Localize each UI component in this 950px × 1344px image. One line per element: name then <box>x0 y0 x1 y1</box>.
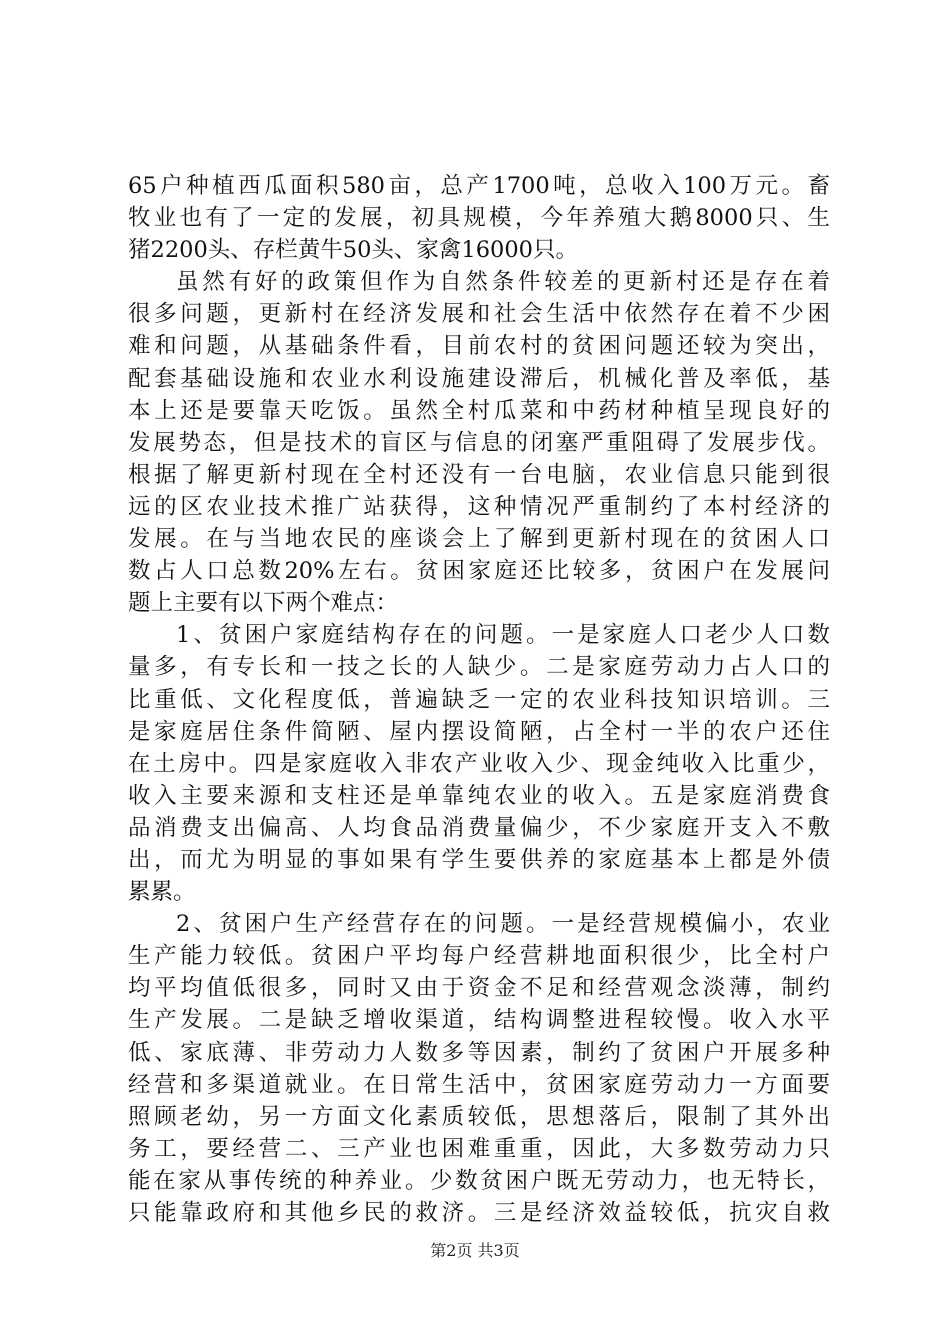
text-line: 难和问题，从基础条件看，目前农村的贫困问题还较为突出， <box>128 333 830 360</box>
text-line: 量多，有专长和一技之长的人缺少。二是家庭劳动力占人口的 <box>128 654 830 681</box>
text-line: 虽然有好的政策但作为自然条件较差的更新村还是存在着 <box>176 269 830 296</box>
text-line: 比重低、文化程度低，普遍缺乏一定的农业科技知识培训。三 <box>128 686 830 713</box>
text-line: 65户种植西瓜面积580亩，总产1700吨，总收入100万元。畜 <box>128 173 830 199</box>
text-line: 生产发展。二是缺乏增收渠道，结构调整进程较慢。收入水平 <box>128 1007 830 1034</box>
text-line: 很多问题，更新村在经济发展和社会生活中依然存在着不少困 <box>128 301 830 328</box>
body-text <box>128 170 830 1229</box>
text-line: 猪2200头、存栏黄牛50头、家禽16000只。 <box>128 237 578 264</box>
text-line: 题上主要有以下两个难点： <box>128 590 399 617</box>
text-line: 只能靠政府和其他乡民的救济。三是经济效益较低，抗灾自救 <box>128 1200 830 1226</box>
text-line: 出，而尤为明显的事如果有学生要供养的家庭基本上都是外债 <box>128 846 830 873</box>
text-line: 是家庭居住条件简陋、屋内摆设简陋，占全村一半的农户还住 <box>128 718 830 745</box>
text-line: 收入主要来源和支柱还是单靠纯农业的收入。五是家庭消费食 <box>128 782 830 809</box>
text-line: 生产能力较低。贫困户平均每户经营耕地面积很少，比全村户 <box>128 943 830 970</box>
text-line: 经营和多渠道就业。在日常生活中，贫困家庭劳动力一方面要 <box>128 1071 830 1098</box>
text-line: 远的区农业技术推广站获得，这种情况严重制约了本村经济的 <box>128 493 830 520</box>
text-line: 发展。在与当地农民的座谈会上了解到更新村现在的贫困人口 <box>128 526 830 553</box>
text-line: 照顾老幼，另一方面文化素质较低，思想落后，限制了其外出 <box>128 1103 830 1130</box>
text-line: 能在家从事传统的种养业。少数贫困户既无劳动力，也无特长， <box>128 1167 830 1194</box>
text-line: 数占人口总数20%左右。贫困家庭还比较多，贫困户在发展问 <box>128 558 830 585</box>
text-line: 配套基础设施和农业水利设施建设滞后，机械化普及率低，基 <box>128 365 830 392</box>
text-line: 2、贫困户生产经营存在的问题。一是经营规模偏小，农业 <box>176 911 830 938</box>
text-line: 累累。 <box>128 879 196 906</box>
text-line: 牧业也有了一定的发展，初具规模，今年养殖大鹅8000只、生 <box>128 205 830 232</box>
text-line: 务工，要经营二、三产业也困难重重，因此，大多数劳动力只 <box>128 1135 830 1162</box>
text-line: 在土房中。四是家庭收入非农产业收入少、现金纯收入比重少， <box>128 750 830 777</box>
text-line: 本上还是要靠天吃饭。虽然全村瓜菜和中药材种植呈现良好的 <box>128 397 830 424</box>
text-line: 根据了解更新村现在全村还没有一台电脑，农业信息只能到很 <box>128 461 830 488</box>
text-line: 发展势态，但是技术的盲区与信息的闭塞严重阻碍了发展步伐。 <box>128 429 830 456</box>
text-line: 低、家底薄、非劳动力人数多等因素，制约了贫困户开展多种 <box>128 1039 830 1066</box>
page-footer: 第2页 共3页 <box>430 1241 520 1260</box>
text-line: 1、贫困户家庭结构存在的问题。一是家庭人口老少人口数 <box>176 622 830 649</box>
text-line: 品消费支出偏高、人均食品消费量偏少，不少家庭开支入不敷 <box>128 814 830 841</box>
text-line: 均平均值低很多，同时又由于资金不足和经营观念淡薄，制约 <box>128 975 830 1002</box>
